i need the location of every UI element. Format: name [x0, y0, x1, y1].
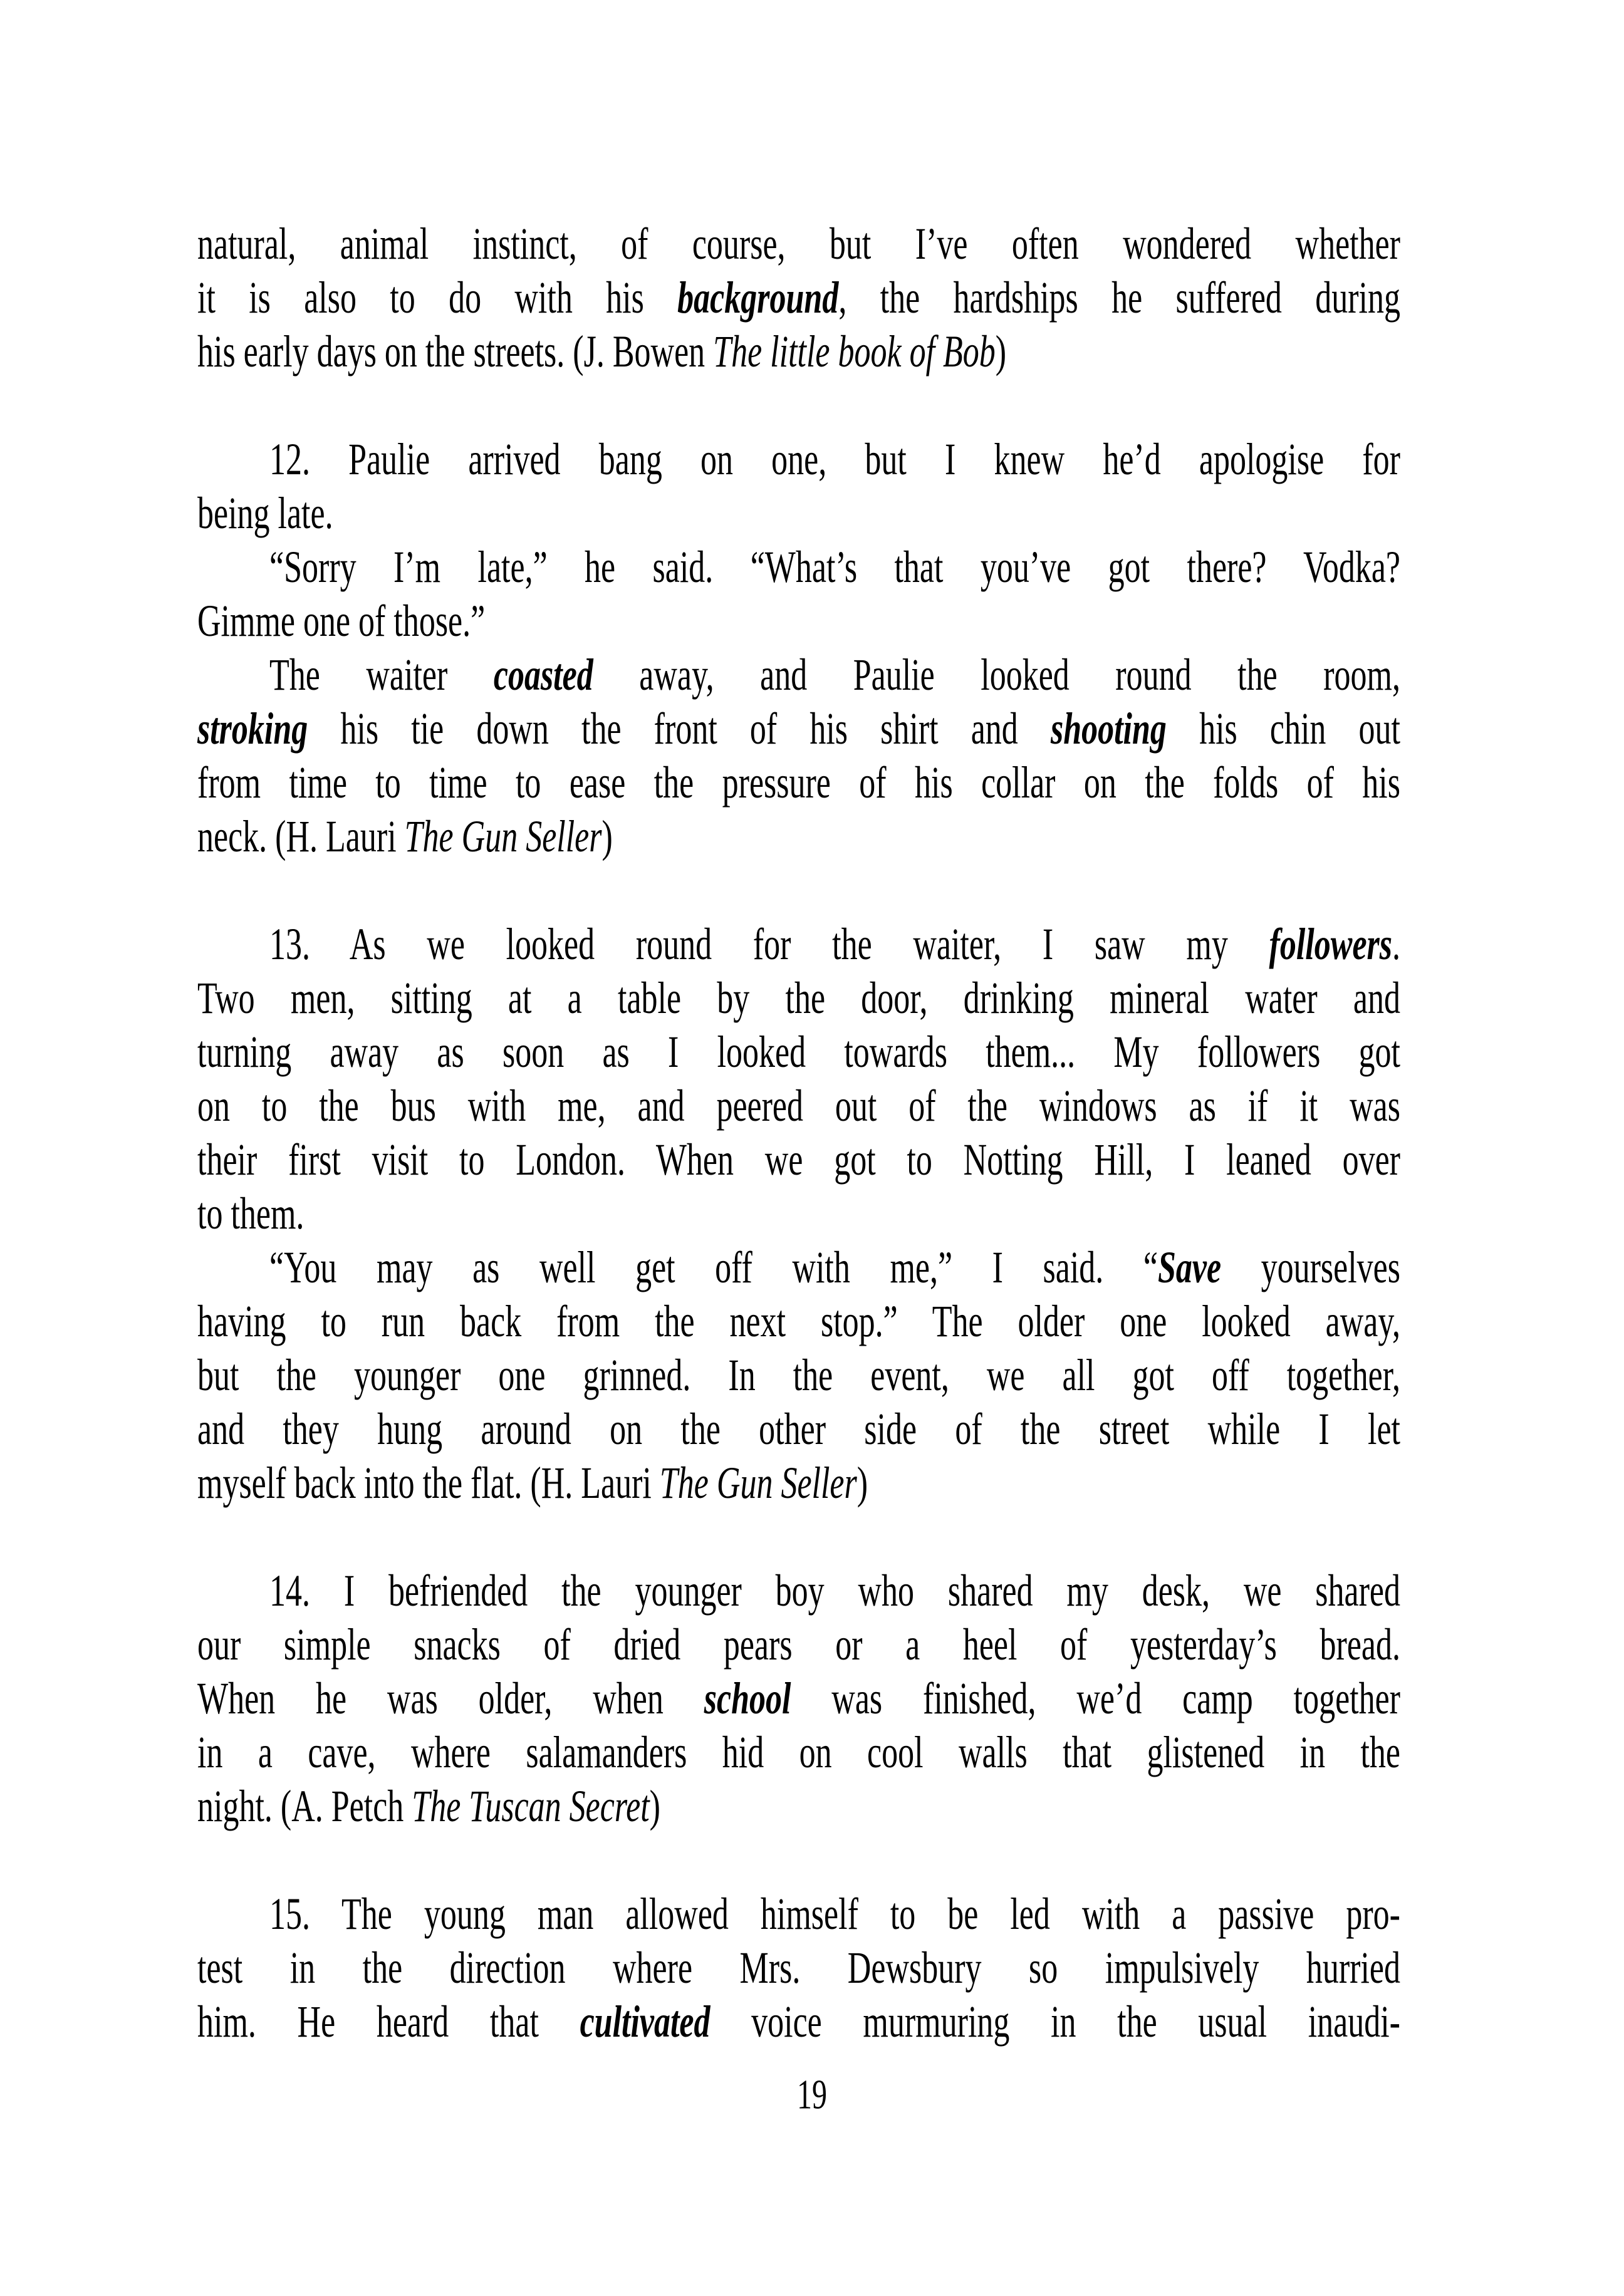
text-segment: “Sorry I’m late,” he said. “What’s that you’ve got there? Vodka? — [269, 543, 1400, 593]
text-segment: was finished, we’d camp together — [791, 1674, 1400, 1724]
paragraph — [197, 1242, 1400, 1511]
text-segment: myself back into the flat. (H. Lauri — [197, 1458, 660, 1509]
text-segment: away, and Paulie looked round the room, — [593, 650, 1400, 700]
text-segment: ) — [649, 1782, 660, 1832]
text-segment: turning away as soon as I looked towards them... My followers got — [197, 1027, 1400, 1078]
text-segment: his early days on the streets. (J. Bowen — [197, 327, 714, 377]
text-segment: Two men, sitting at a table by the door, drinking mineral water and — [197, 974, 1400, 1024]
text-line — [197, 316, 1400, 390]
text-segment: having to run back from the next stop.” The older one looked away, — [197, 1297, 1400, 1347]
text-segment: Gimme one of those.” — [197, 596, 486, 647]
text-block — [197, 218, 1400, 2050]
text-segment: 12. Paulie arrived bang on one, but I knew he’d apologise for — [269, 435, 1400, 485]
paragraph — [197, 918, 1400, 1242]
text-segment: . — [1392, 920, 1400, 970]
text-segment: but the younger one grinned. In the event, we all got off together, — [197, 1351, 1400, 1401]
text-segment: “You may as well get off with me,” I said. “ — [269, 1243, 1158, 1293]
text-segment: to them. — [197, 1189, 304, 1239]
text-segment: ) — [601, 812, 613, 862]
text-line — [197, 801, 1400, 875]
text-segment: being late. — [197, 489, 333, 539]
text-segment: natural, animal instinct, of course, but I’ve often wondered whether — [197, 219, 1400, 269]
text-segment: on to the bus with me, and peered out of the windows as if it was — [197, 1081, 1400, 1131]
paragraph — [197, 434, 1400, 541]
paragraph — [197, 1565, 1400, 1834]
text-segment: 13. As we looked round for the waiter, I saw my — [269, 920, 1269, 970]
text-segment: ) — [995, 327, 1007, 377]
text-segment: their first visit to London. When we got to Notting Hill, I leaned over — [197, 1135, 1400, 1185]
text-segment: When he was older, when — [197, 1674, 704, 1724]
text-segment: him. He heard that — [197, 1997, 580, 2047]
text-segment: yourselves — [1221, 1243, 1400, 1293]
book-title: The Gun Seller — [404, 812, 602, 862]
text-segment: 15. The young man allowed himself to be led with a passive pro- — [269, 1889, 1400, 1940]
text-segment: night. (A. Petch — [197, 1782, 412, 1832]
emphasized-word: stroking — [197, 704, 308, 754]
book-title: The little book of Bob — [713, 327, 996, 377]
text-segment: in a cave, where salamanders hid on cool walls that glistened in the — [197, 1728, 1400, 1778]
text-segment: test in the direction where Mrs. Dewsbury so impulsively hurried — [197, 1943, 1400, 1993]
emphasized-word: followers — [1269, 920, 1392, 970]
text-segment: The waiter — [269, 650, 494, 700]
paragraph — [197, 649, 1400, 865]
text-segment: it is also to do with his — [197, 273, 678, 323]
text-segment: ) — [856, 1458, 868, 1509]
paragraph — [197, 1888, 1400, 2050]
text-segment: from time to time to ease the pressure of his collar on the folds of his — [197, 758, 1400, 808]
text-segment: , the hardships he suffered during — [838, 273, 1401, 323]
emphasized-word: shooting — [1050, 704, 1167, 754]
emphasized-word: cultivated — [580, 1997, 710, 2047]
paragraph — [197, 218, 1400, 380]
text-segment: neck. (H. Lauri — [197, 812, 405, 862]
text-segment: and they hung around on the other side of the street while I let — [197, 1405, 1400, 1455]
emphasized-word: Save — [1157, 1243, 1222, 1293]
text-line — [197, 1770, 1400, 1845]
text-segment: his tie down the front of his shirt and — [308, 704, 1051, 754]
book-title: The Gun Seller — [659, 1458, 857, 1509]
text-segment: voice murmuring in the usual inaudi- — [710, 1997, 1400, 2047]
page-number: 19 — [797, 2072, 827, 2118]
text-segment: 14. I befriended the younger boy who shared my desk, we shared — [269, 1566, 1400, 1616]
text-segment: our simple snacks of dried pears or a heel of yesterday’s bread. — [197, 1620, 1400, 1670]
text-line — [197, 1986, 1400, 2060]
text-line — [197, 1447, 1400, 1522]
book-title: The Tuscan Secret — [412, 1782, 650, 1832]
emphasized-word: background — [677, 273, 839, 323]
text-segment: his chin out — [1166, 704, 1400, 754]
paragraph — [197, 541, 1400, 649]
emphasized-word: school — [704, 1674, 791, 1724]
emphasized-word: coasted — [493, 650, 593, 700]
